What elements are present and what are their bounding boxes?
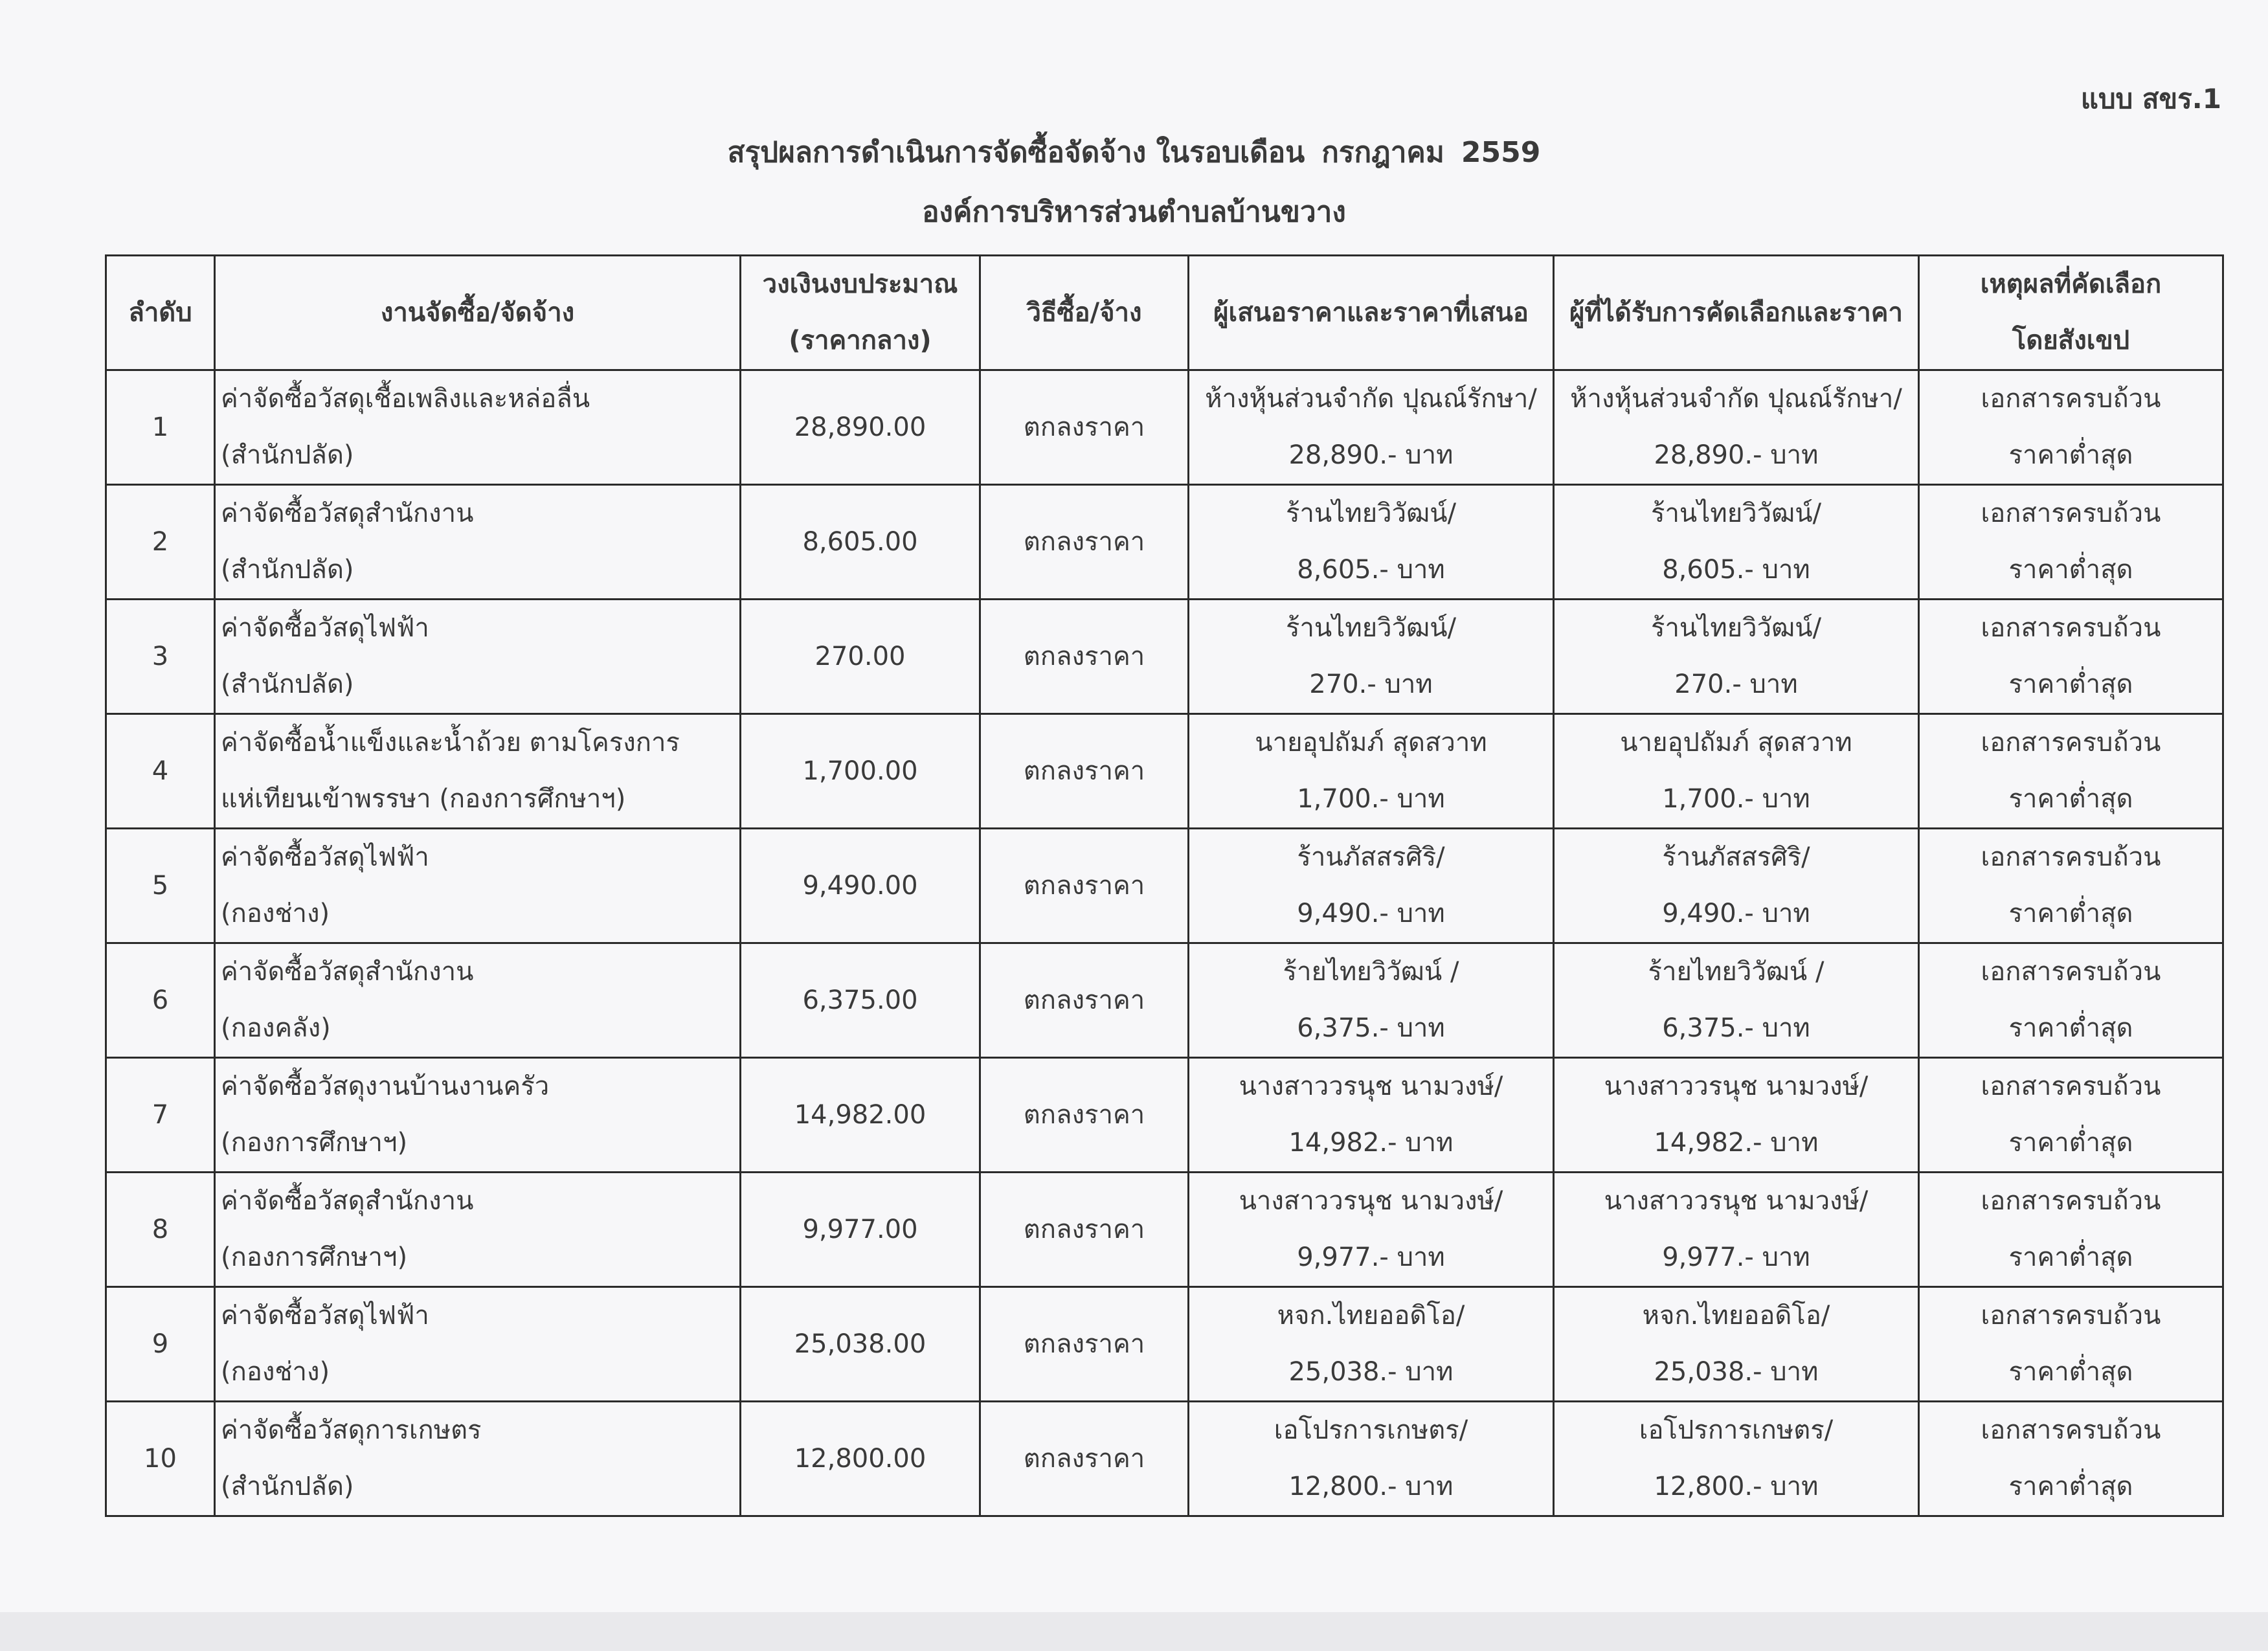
item-line1: ค่าจัดซื้อวัสดุสำนักงาน: [221, 957, 474, 987]
item-line2: (กองคลัง): [221, 1013, 331, 1043]
table-header-row: [106, 256, 2223, 370]
cell-reason: [1919, 485, 2223, 600]
cell-selected: [1554, 600, 1919, 714]
cell-bidder: [1189, 485, 1554, 600]
selected-name: นายอุปถัมภ์ สุดสวาท: [1620, 728, 1852, 758]
item-line1: ค่าจัดซื้อวัสดุไฟฟ้า: [221, 613, 429, 643]
item-line2: (กองการศึกษาฯ): [221, 1128, 408, 1158]
cell-bidder: [1189, 829, 1554, 943]
header-reason-line1: เหตุผลที่คัดเลือก: [1980, 269, 2162, 299]
reason-line1: เอกสารครบถ้วน: [1981, 613, 2161, 643]
cell-reason: [1919, 1402, 2223, 1516]
item-line1: ค่าจัดซื้อวัสดุไฟฟ้า: [221, 842, 429, 872]
cell-item: [215, 714, 741, 829]
item-line2: (สำนักปลัด): [221, 1472, 354, 1501]
bidder-name: ร้านไทยวิวัฒน์/: [1285, 499, 1457, 528]
form-code: แบบ สขร.1: [2080, 83, 2221, 115]
cell-reason: [1919, 714, 2223, 829]
item-line2: (กองการศึกษาฯ): [221, 1242, 408, 1272]
cell-budget: 8,605.00: [741, 485, 980, 600]
cell-method: ตกลงราคา: [980, 943, 1189, 1058]
table-row: [106, 600, 2223, 714]
header-budget: [741, 256, 980, 370]
bidder-price: 9,490.- บาท: [1297, 899, 1445, 928]
reason-line1: เอกสารครบถ้วน: [1981, 957, 2161, 987]
reason-line2: ราคาต่ำสุด: [2008, 899, 2133, 928]
cell-selected: [1554, 1402, 1919, 1516]
cell-selected: [1554, 1173, 1919, 1287]
cell-budget: 25,038.00: [741, 1287, 980, 1402]
bidder-name: หจก.ไทยออดิโอ/: [1277, 1301, 1465, 1331]
bidder-name: เอโปรการเกษตร/: [1274, 1415, 1468, 1445]
header-bidders: ผู้เสนอราคาและราคาที่เสนอ: [1189, 256, 1554, 370]
table-row: [106, 943, 2223, 1058]
reason-line2: ราคาต่ำสุด: [2008, 1242, 2133, 1272]
title-prefix: สรุปผลการดำเนินการจัดซื้อจัดจ้าง ในรอบเดือน: [727, 136, 1305, 169]
cell-reason: [1919, 600, 2223, 714]
cell-method: ตกลงราคา: [980, 829, 1189, 943]
cell-bidder: [1189, 370, 1554, 485]
cell-method: ตกลงราคา: [980, 1173, 1189, 1287]
selected-price: 270.- บาท: [1674, 669, 1798, 699]
cell-selected: [1554, 1287, 1919, 1402]
item-line2: (สำนักปลัด): [221, 440, 354, 470]
reason-line2: ราคาต่ำสุด: [2008, 1128, 2133, 1158]
selected-price: 25,038.- บาท: [1654, 1357, 1819, 1387]
cell-method: ตกลงราคา: [980, 1287, 1189, 1402]
bidder-price: 25,038.- บาท: [1288, 1357, 1454, 1387]
reason-line1: เอกสารครบถ้วน: [1981, 1415, 2161, 1445]
bidder-price: 12,800.- บาท: [1288, 1472, 1454, 1501]
cell-bidder: [1189, 1173, 1554, 1287]
table-row: [106, 485, 2223, 600]
table-row: [106, 714, 2223, 829]
title-month: กรกฎาคม: [1321, 136, 1444, 169]
selected-name: นางสาววรนุช นามวงษ์/: [1604, 1186, 1869, 1216]
selected-name: หจก.ไทยออดิโอ/: [1642, 1301, 1830, 1331]
header-method: วิธีซื้อ/จ้าง: [980, 256, 1189, 370]
bidder-name: นายอุปถัมภ์ สุดสวาท: [1255, 728, 1487, 758]
table-row: [106, 1173, 2223, 1287]
cell-selected: [1554, 485, 1919, 600]
bidder-name: ร้านภัสสรศิริ/: [1297, 842, 1445, 872]
cell-method: ตกลงราคา: [980, 600, 1189, 714]
item-line2: (สำนักปลัด): [221, 669, 354, 699]
cell-selected: [1554, 1058, 1919, 1173]
selected-name: ห้างหุ้นส่วนจำกัด ปุณณ์รักษา/: [1570, 384, 1902, 414]
header-budget-line2: (ราคากลาง): [789, 326, 932, 355]
bidder-price: 6,375.- บาท: [1297, 1013, 1445, 1043]
cell-reason: [1919, 370, 2223, 485]
cell-reason: [1919, 1287, 2223, 1402]
cell-item: [215, 1287, 741, 1402]
cell-item: [215, 829, 741, 943]
cell-bidder: [1189, 600, 1554, 714]
reason-line2: ราคาต่ำสุด: [2008, 440, 2133, 470]
cell-reason: [1919, 1173, 2223, 1287]
selected-price: 9,977.- บาท: [1662, 1242, 1810, 1272]
item-line1: ค่าจัดซื้อวัสดุสำนักงาน: [221, 1186, 474, 1216]
item-line1: ค่าจัดซื้อวัสดุไฟฟ้า: [221, 1301, 429, 1331]
cell-budget: 6,375.00: [741, 943, 980, 1058]
selected-name: ร้านไทยวิวัฒน์/: [1650, 499, 1822, 528]
cell-reason: [1919, 1058, 2223, 1173]
selected-price: 28,890.- บาท: [1654, 440, 1819, 470]
bidder-price: 28,890.- บาท: [1288, 440, 1454, 470]
cell-no: 9: [106, 1287, 215, 1402]
table-row: [106, 1058, 2223, 1173]
reason-line1: เอกสารครบถ้วน: [1981, 1301, 2161, 1331]
header-no: ลำดับ: [106, 256, 215, 370]
cell-budget: 28,890.00: [741, 370, 980, 485]
page-bottom-margin: [0, 1612, 2268, 1651]
reason-line2: ราคาต่ำสุด: [2008, 1013, 2133, 1043]
reason-line1: เอกสารครบถ้วน: [1981, 1186, 2161, 1216]
cell-no: 2: [106, 485, 215, 600]
cell-bidder: [1189, 1287, 1554, 1402]
selected-price: 9,490.- บาท: [1662, 899, 1810, 928]
cell-selected: [1554, 943, 1919, 1058]
cell-method: ตกลงราคา: [980, 370, 1189, 485]
cell-budget: 270.00: [741, 600, 980, 714]
cell-no: 1: [106, 370, 215, 485]
bidder-name: นางสาววรนุช นามวงษ์/: [1239, 1072, 1503, 1101]
reason-line1: เอกสารครบถ้วน: [1981, 384, 2161, 414]
cell-method: ตกลงราคา: [980, 1058, 1189, 1173]
cell-item: [215, 943, 741, 1058]
cell-selected: [1554, 370, 1919, 485]
cell-method: ตกลงราคา: [980, 1402, 1189, 1516]
reason-line2: ราคาต่ำสุด: [2008, 784, 2133, 814]
cell-no: 3: [106, 600, 215, 714]
cell-no: 5: [106, 829, 215, 943]
cell-budget: 14,982.00: [741, 1058, 980, 1173]
item-line1: ค่าจัดซื้อวัสดุงานบ้านงานครัว: [221, 1072, 550, 1101]
header-reason-line2: โดยสังเขป: [2012, 326, 2130, 355]
reason-line2: ราคาต่ำสุด: [2008, 669, 2133, 699]
selected-price: 14,982.- บาท: [1654, 1128, 1819, 1158]
selected-price: 8,605.- บาท: [1662, 555, 1810, 585]
reason-line2: ราคาต่ำสุด: [2008, 1472, 2133, 1501]
cell-selected: [1554, 714, 1919, 829]
cell-no: 10: [106, 1402, 215, 1516]
bidder-name: ร้านไทยวิวัฒน์/: [1285, 613, 1457, 643]
cell-budget: 9,490.00: [741, 829, 980, 943]
procurement-table: [105, 254, 2224, 1517]
cell-method: ตกลงราคา: [980, 714, 1189, 829]
table-row: [106, 1402, 2223, 1516]
reason-line1: เอกสารครบถ้วน: [1981, 499, 2161, 528]
selected-price: 1,700.- บาท: [1662, 784, 1810, 814]
selected-name: ร้านไทยวิวัฒน์/: [1650, 613, 1822, 643]
header-item: งานจัดซื้อ/จัดจ้าง: [215, 256, 741, 370]
bidder-name: ห้างหุ้นส่วนจำกัด ปุณณ์รักษา/: [1205, 384, 1537, 414]
selected-price: 12,800.- บาท: [1654, 1472, 1819, 1501]
cell-bidder: [1189, 714, 1554, 829]
table-row: [106, 829, 2223, 943]
document-title: [0, 129, 2268, 175]
cell-selected: [1554, 829, 1919, 943]
header-reason: [1919, 256, 2223, 370]
table-row: [106, 370, 2223, 485]
item-line2: (สำนักปลัด): [221, 555, 354, 585]
cell-item: [215, 1402, 741, 1516]
cell-reason: [1919, 829, 2223, 943]
selected-name: ร้านภัสสรศิริ/: [1662, 842, 1810, 872]
cell-item: [215, 600, 741, 714]
organization-name: องค์การบริหารส่วนตำบลบ้านขวาง: [922, 196, 1346, 229]
bidder-name: นางสาววรนุช นามวงษ์/: [1239, 1186, 1503, 1216]
cell-no: 6: [106, 943, 215, 1058]
item-line1: ค่าจัดซื้อวัสดุสำนักงาน: [221, 499, 474, 528]
cell-no: 4: [106, 714, 215, 829]
cell-item: [215, 485, 741, 600]
cell-bidder: [1189, 1402, 1554, 1516]
selected-name: เอโปรการเกษตร/: [1639, 1415, 1834, 1445]
reason-line1: เอกสารครบถ้วน: [1981, 842, 2161, 872]
bidder-price: 14,982.- บาท: [1288, 1128, 1454, 1158]
reason-line1: เอกสารครบถ้วน: [1981, 1072, 2161, 1101]
reason-line2: ราคาต่ำสุด: [2008, 1357, 2133, 1387]
cell-no: 7: [106, 1058, 215, 1173]
selected-price: 6,375.- บาท: [1662, 1013, 1810, 1043]
bidder-price: 8,605.- บาท: [1297, 555, 1445, 585]
cell-budget: 1,700.00: [741, 714, 980, 829]
cell-budget: 9,977.00: [741, 1173, 980, 1287]
item-line2: (กองช่าง): [221, 1357, 330, 1387]
bidder-name: ร้ายไทยวิวัฒน์ /: [1283, 957, 1459, 987]
reason-line2: ราคาต่ำสุด: [2008, 555, 2133, 585]
bidder-price: 9,977.- บาท: [1297, 1242, 1445, 1272]
item-line1: ค่าจัดซื้อวัสดุการเกษตร: [221, 1415, 482, 1445]
cell-bidder: [1189, 1058, 1554, 1173]
header-selected: ผู้ที่ได้รับการคัดเลือกและราคา: [1554, 256, 1919, 370]
selected-name: นางสาววรนุช นามวงษ์/: [1604, 1072, 1869, 1101]
cell-item: [215, 370, 741, 485]
reason-line1: เอกสารครบถ้วน: [1981, 728, 2161, 758]
item-line1: ค่าจัดซื้อน้ำแข็งและน้ำถ้วย ตามโครงการ: [221, 728, 680, 758]
item-line2: แห่เทียนเข้าพรรษา (กองการศึกษาฯ): [221, 784, 626, 814]
item-line2: (กองช่าง): [221, 899, 330, 928]
header-budget-line1: วงเงินงบประมาณ: [762, 269, 958, 299]
selected-name: ร้ายไทยวิวัฒน์ /: [1648, 957, 1825, 987]
cell-no: 8: [106, 1173, 215, 1287]
cell-method: ตกลงราคา: [980, 485, 1189, 600]
cell-reason: [1919, 943, 2223, 1058]
cell-item: [215, 1173, 741, 1287]
cell-item: [215, 1058, 741, 1173]
bidder-price: 1,700.- บาท: [1297, 784, 1445, 814]
cell-bidder: [1189, 943, 1554, 1058]
table-row: [106, 1287, 2223, 1402]
title-year: 2559: [1461, 136, 1541, 169]
item-line1: ค่าจัดซื้อวัสดุเชื้อเพลิงและหล่อลื่น: [221, 384, 590, 414]
cell-budget: 12,800.00: [741, 1402, 980, 1516]
bidder-price: 270.- บาท: [1309, 669, 1433, 699]
